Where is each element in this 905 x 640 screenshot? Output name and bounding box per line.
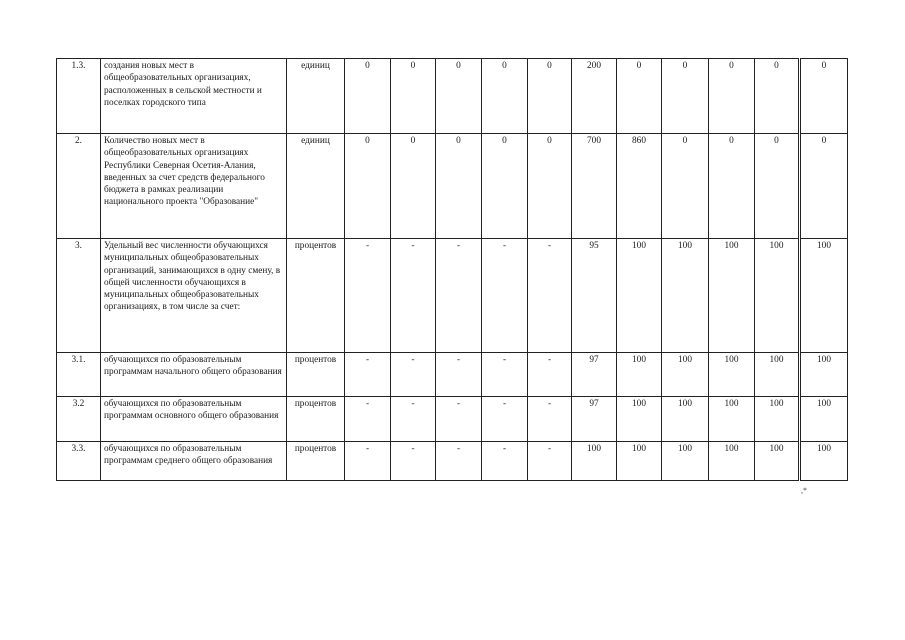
- value-cell: -: [391, 353, 436, 397]
- row-number: 1.3.: [57, 59, 101, 134]
- value-cell: 100: [709, 442, 755, 481]
- value-cell: 100: [617, 397, 662, 442]
- value-cell: 0: [482, 59, 528, 134]
- value-cell: 100: [662, 239, 709, 353]
- value-cell: 0: [800, 59, 848, 134]
- unit-cell: процентов: [287, 239, 345, 353]
- value-cell: -: [345, 353, 391, 397]
- value-cell: 100: [662, 353, 709, 397]
- value-cell: 100: [617, 442, 662, 481]
- indicator-name: обучающихся по образовательным программам основного общего образования: [101, 397, 287, 442]
- row-number: 3.: [57, 239, 101, 353]
- row-number: 3.3.: [57, 442, 101, 481]
- value-cell: 100: [755, 442, 800, 481]
- table-row: [57, 353, 848, 397]
- table-row: [57, 59, 848, 134]
- value-cell: 100: [755, 397, 800, 442]
- value-cell: 100: [572, 442, 617, 481]
- value-cell: 100: [709, 239, 755, 353]
- value-cell: 0: [391, 134, 436, 239]
- unit-cell: процентов: [287, 397, 345, 442]
- value-cell: 100: [617, 353, 662, 397]
- value-cell: 0: [709, 134, 755, 239]
- value-cell: -: [345, 397, 391, 442]
- unit-cell: единиц: [287, 59, 345, 134]
- value-cell: 0: [436, 59, 482, 134]
- value-cell: -: [482, 353, 528, 397]
- value-cell: 700: [572, 134, 617, 239]
- value-cell: 0: [709, 59, 755, 134]
- value-cell: 200: [572, 59, 617, 134]
- value-cell: 100: [755, 353, 800, 397]
- table-row: [57, 134, 848, 239]
- value-cell: -: [482, 442, 528, 481]
- value-cell: 0: [755, 59, 800, 134]
- value-cell: 0: [662, 134, 709, 239]
- value-cell: 100: [755, 239, 800, 353]
- value-cell: 0: [528, 134, 572, 239]
- value-cell: 95: [572, 239, 617, 353]
- value-cell: 0: [528, 59, 572, 134]
- table-row: [57, 397, 848, 442]
- table-row: [57, 442, 848, 481]
- value-cell: 0: [436, 134, 482, 239]
- value-cell: -: [482, 239, 528, 353]
- value-cell: 100: [662, 397, 709, 442]
- value-cell: -: [345, 239, 391, 353]
- value-cell: -: [528, 353, 572, 397]
- value-cell: 0: [755, 134, 800, 239]
- row-number: 3.1.: [57, 353, 101, 397]
- row-number: 3.2: [57, 397, 101, 442]
- indicator-name: создания новых мест в общеобразовательных организациях, расположенных в сельской местности и поселках городского типа: [101, 59, 287, 134]
- value-cell: 100: [800, 353, 848, 397]
- value-cell: 97: [572, 397, 617, 442]
- value-cell: 100: [800, 442, 848, 481]
- value-cell: 100: [709, 353, 755, 397]
- value-cell: -: [528, 397, 572, 442]
- value-cell: 100: [617, 239, 662, 353]
- value-cell: -: [482, 397, 528, 442]
- indicators-table: [56, 58, 848, 481]
- value-cell: -: [436, 353, 482, 397]
- value-cell: -: [436, 442, 482, 481]
- unit-cell: процентов: [287, 442, 345, 481]
- indicator-name: Удельный вес численности обучающихся муниципальных общеобразовательных организаций, занимающихся в одну смену, в общей численности обучающихся в муниципальных общеобразовательных организациях, в том числе за счет:: [101, 239, 287, 353]
- indicator-name: обучающихся по образовательным программам среднего общего образования: [101, 442, 287, 481]
- value-cell: -: [436, 397, 482, 442]
- value-cell: -: [436, 239, 482, 353]
- value-cell: -: [391, 397, 436, 442]
- value-cell: -: [528, 239, 572, 353]
- value-cell: 860: [617, 134, 662, 239]
- value-cell: -: [528, 442, 572, 481]
- indicator-name: обучающихся по образовательным программам начального общего образования: [101, 353, 287, 397]
- value-cell: 0: [662, 59, 709, 134]
- value-cell: 0: [345, 134, 391, 239]
- page-mark: ,*: [801, 486, 807, 495]
- value-cell: 100: [800, 239, 848, 353]
- value-cell: 0: [391, 59, 436, 134]
- value-cell: 97: [572, 353, 617, 397]
- value-cell: -: [391, 239, 436, 353]
- value-cell: 0: [345, 59, 391, 134]
- unit-cell: единиц: [287, 134, 345, 239]
- indicator-name: Количество новых мест в общеобразовательных организациях Республики Северная Осетия-Алания, введенных за счет средств федерального бюджета в рамках реализации национального проекта "Образование": [101, 134, 287, 239]
- value-cell: 100: [800, 397, 848, 442]
- row-number: 2.: [57, 134, 101, 239]
- value-cell: -: [391, 442, 436, 481]
- table-row: [57, 239, 848, 353]
- value-cell: 0: [800, 134, 848, 239]
- value-cell: -: [345, 442, 391, 481]
- value-cell: 100: [709, 397, 755, 442]
- unit-cell: процентов: [287, 353, 345, 397]
- value-cell: 0: [482, 134, 528, 239]
- value-cell: 100: [662, 442, 709, 481]
- value-cell: 0: [617, 59, 662, 134]
